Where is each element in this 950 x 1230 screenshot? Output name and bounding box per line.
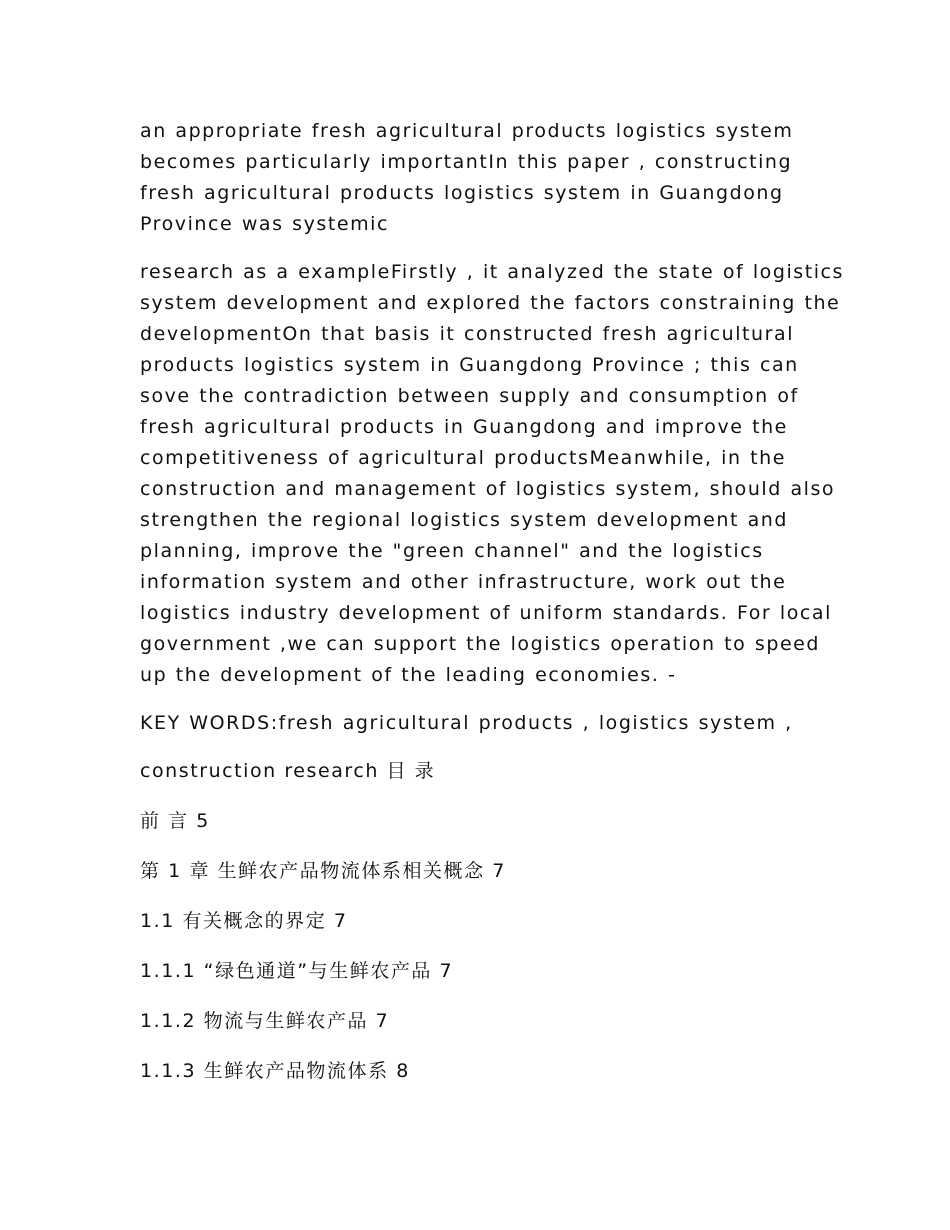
toc-entry-1-1-2: 1.1.2 物流与生鲜农产品 7: [140, 1010, 390, 1032]
toc-entry-1-1: 1.1 有关概念的界定 7: [140, 910, 348, 932]
abstract-paragraph-1: an appropriate fresh agricultural products logistics system becomes particularly importantIn this paper , constructing fresh agricultural products logistics system in Guangdong Province was systemic: [140, 120, 794, 235]
keywords-continuation-and-toc-heading: construction research 目 录: [140, 760, 436, 782]
toc-entry-preface: 前 言 5: [140, 810, 210, 832]
toc-entry-1-1-1: 1.1.1 “绿色通道”与生鲜农产品 7: [140, 960, 454, 982]
toc-entry-1-1-3: 1.1.3 生鲜农产品物流体系 8: [140, 1060, 410, 1082]
abstract-section: [140, 116, 850, 739]
table-of-contents: [140, 756, 850, 1087]
toc-entry-chapter-1: 第 1 章 生鲜农产品物流体系相关概念 7: [140, 860, 506, 882]
keywords-line: KEY WORDS:fresh agricultural products , logistics system ,: [140, 712, 793, 734]
abstract-paragraph-2: research as a exampleFirstly , it analyzed the state of logistics system development and explored the factors constraining the developmentOn that basis it constructed fresh agricultural products logistics system in Guangdong Province ; this can sove the contradiction between supply and consumption of fresh agricultural products in Guangdong and improve the competitiveness of agricultural productsMeanwhile, in the construction and management of logistics system, should also strengthen the regional logistics system development and planning, improve the "green channel" and the logistics information system and other infrastructure, work out the logistics industry development of uniform standards. For local government ,we can support the logistics operation to speed up the development of the leading economies. -: [140, 261, 844, 686]
